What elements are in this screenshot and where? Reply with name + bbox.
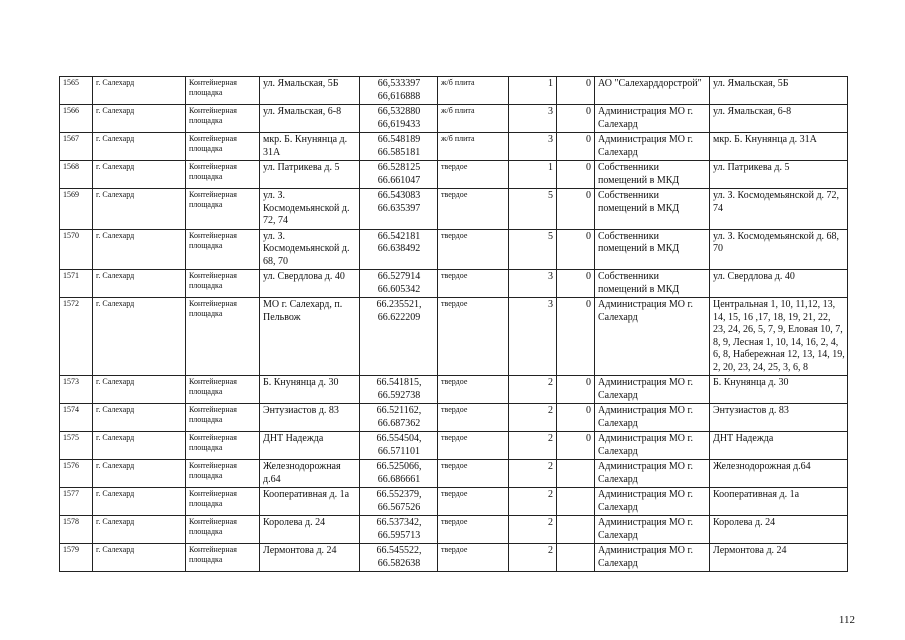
cell-site-type: Контейнерная площадка	[186, 189, 260, 230]
cell-surface: ж/б плита	[438, 105, 509, 133]
cell-site-type: Контейнерная площадка	[186, 432, 260, 460]
cell-served-objects: Лермонтова д. 24	[710, 544, 848, 572]
cell-coordinates	[360, 133, 438, 161]
cell-container-count: 3	[509, 270, 557, 298]
cell-city: г. Салехард	[93, 376, 186, 404]
cell-owner: Администрация МО г. Салехард	[595, 432, 710, 460]
document-page	[59, 76, 847, 572]
cell-extra-count: 0	[557, 298, 595, 376]
cell-number: 1565	[60, 77, 93, 105]
cell-surface: твердое	[438, 432, 509, 460]
cell-address: ДНТ Надежда	[260, 432, 360, 460]
cell-number: 1573	[60, 376, 93, 404]
longitude-value: 66.687362	[377, 417, 421, 429]
table-row	[60, 404, 848, 432]
longitude-value: 66.571101	[377, 445, 421, 457]
latitude-value: 66.542181	[377, 230, 421, 242]
cell-extra-count: 0	[557, 376, 595, 404]
cell-extra-count: 0	[557, 105, 595, 133]
cell-coordinates	[360, 404, 438, 432]
cell-address: ул. Ямальская, 5Б	[260, 77, 360, 105]
longitude-value: 66.595713	[377, 529, 421, 541]
longitude-value: 66.622209	[377, 311, 421, 323]
cell-coordinates	[360, 432, 438, 460]
cell-extra-count	[557, 544, 595, 572]
table-row	[60, 460, 848, 488]
longitude-value: 66,616888	[377, 90, 421, 102]
cell-owner: Собственники помещений в МКД	[595, 189, 710, 230]
table-row	[60, 229, 848, 270]
cell-extra-count: 0	[557, 133, 595, 161]
cell-served-objects: Королева д. 24	[710, 516, 848, 544]
cell-address: ул. Ямальская, 6-8	[260, 105, 360, 133]
cell-number: 1572	[60, 298, 93, 376]
table-row	[60, 189, 848, 230]
cell-owner: АО "Салехарддорстрой"	[595, 77, 710, 105]
latitude-value: 66.541815,	[376, 377, 422, 388]
cell-coordinates	[360, 105, 438, 133]
cell-number: 1577	[60, 488, 93, 516]
cell-number: 1576	[60, 460, 93, 488]
cell-container-count: 2	[509, 432, 557, 460]
cell-site-type: Контейнерная площадка	[186, 298, 260, 376]
table-row	[60, 105, 848, 133]
cell-address: Б. Кнунянца д. 30	[260, 376, 360, 404]
cell-extra-count	[557, 488, 595, 516]
cell-site-type: Контейнерная площадка	[186, 376, 260, 404]
cell-owner: Администрация МО г. Салехард	[595, 404, 710, 432]
cell-address: Лермонтова д. 24	[260, 544, 360, 572]
cell-surface: твердое	[438, 270, 509, 298]
cell-address: ул. З. Космодемьянской д. 72, 74	[260, 189, 360, 230]
container-sites-table	[59, 76, 848, 572]
cell-coordinates	[360, 488, 438, 516]
cell-address: МО г. Салехард, п. Пельвож	[260, 298, 360, 376]
cell-city: г. Салехард	[93, 77, 186, 105]
table-row	[60, 270, 848, 298]
page-number: 112	[838, 614, 855, 626]
cell-city: г. Салехард	[93, 298, 186, 376]
cell-coordinates	[360, 460, 438, 488]
cell-owner: Администрация МО г. Салехард	[595, 516, 710, 544]
cell-surface: твердое	[438, 298, 509, 376]
cell-address: ул. З. Космодемьянской д. 68, 70	[260, 229, 360, 270]
cell-coordinates	[360, 516, 438, 544]
latitude-value: 66.527914	[377, 271, 421, 282]
cell-number: 1569	[60, 189, 93, 230]
cell-coordinates	[360, 270, 438, 298]
table-row	[60, 516, 848, 544]
cell-served-objects: Кооперативная д. 1а	[710, 488, 848, 516]
cell-owner: Собственники помещений в МКД	[595, 161, 710, 189]
cell-owner: Администрация МО г. Салехард	[595, 298, 710, 376]
longitude-value: 66.585181	[377, 146, 421, 158]
cell-city: г. Салехард	[93, 270, 186, 298]
table-row	[60, 432, 848, 460]
cell-served-objects: ДНТ Надежда	[710, 432, 848, 460]
cell-number: 1579	[60, 544, 93, 572]
cell-number: 1578	[60, 516, 93, 544]
cell-site-type: Контейнерная площадка	[186, 77, 260, 105]
cell-container-count: 1	[509, 77, 557, 105]
latitude-value: 66,532880	[377, 106, 421, 117]
cell-served-objects: ул. Ямальская, 5Б	[710, 77, 848, 105]
cell-extra-count: 0	[557, 229, 595, 270]
cell-city: г. Салехард	[93, 516, 186, 544]
table-row	[60, 133, 848, 161]
cell-container-count: 3	[509, 133, 557, 161]
cell-site-type: Контейнерная площадка	[186, 229, 260, 270]
latitude-value: 66.521162,	[376, 405, 422, 416]
latitude-value: 66.543083	[377, 190, 421, 201]
cell-coordinates	[360, 298, 438, 376]
latitude-value: 66.545522,	[376, 545, 422, 556]
cell-owner: Администрация МО г. Салехард	[595, 488, 710, 516]
cell-city: г. Салехард	[93, 189, 186, 230]
cell-city: г. Салехард	[93, 488, 186, 516]
longitude-value: 66.605342	[377, 283, 421, 295]
cell-surface: твердое	[438, 516, 509, 544]
cell-surface: твердое	[438, 376, 509, 404]
longitude-value: 66.638492	[377, 243, 421, 254]
cell-city: г. Салехард	[93, 432, 186, 460]
cell-surface: ж/б плита	[438, 133, 509, 161]
cell-address: Энтузиастов д. 83	[260, 404, 360, 432]
cell-container-count: 2	[509, 376, 557, 404]
cell-served-objects: мкр. Б. Кнунянца д. 31А	[710, 133, 848, 161]
longitude-value: 66.635397	[377, 202, 421, 214]
cell-served-objects: ул. З. Космодемьянской д. 72, 74	[710, 189, 848, 230]
cell-city: г. Салехард	[93, 544, 186, 572]
cell-container-count: 3	[509, 105, 557, 133]
cell-surface: твердое	[438, 544, 509, 572]
cell-site-type: Контейнерная площадка	[186, 161, 260, 189]
cell-served-objects: ул. З. Космодемьянской д. 68, 70	[710, 229, 848, 270]
cell-site-type: Контейнерная площадка	[186, 460, 260, 488]
cell-extra-count: 0	[557, 161, 595, 189]
cell-city: г. Салехард	[93, 161, 186, 189]
cell-container-count: 2	[509, 544, 557, 572]
cell-container-count: 2	[509, 516, 557, 544]
cell-owner: Администрация МО г. Салехард	[595, 544, 710, 572]
cell-coordinates	[360, 77, 438, 105]
table-row	[60, 298, 848, 376]
cell-number: 1568	[60, 161, 93, 189]
cell-owner: Администрация МО г. Салехард	[595, 376, 710, 404]
cell-address: Кооперативная д. 1а	[260, 488, 360, 516]
cell-container-count: 2	[509, 460, 557, 488]
cell-surface: твердое	[438, 460, 509, 488]
cell-site-type: Контейнерная площадка	[186, 516, 260, 544]
longitude-value: 66.661047	[377, 174, 421, 186]
table-row	[60, 376, 848, 404]
cell-site-type: Контейнерная площадка	[186, 105, 260, 133]
cell-served-objects: ул. Патрикева д. 5	[710, 161, 848, 189]
cell-container-count: 3	[509, 298, 557, 376]
cell-extra-count	[557, 516, 595, 544]
cell-site-type: Контейнерная площадка	[186, 133, 260, 161]
cell-city: г. Салехард	[93, 133, 186, 161]
longitude-value: 66.582638	[377, 557, 421, 569]
cell-container-count: 2	[509, 488, 557, 516]
cell-site-type: Контейнерная площадка	[186, 544, 260, 572]
latitude-value: 66.537342,	[376, 517, 422, 528]
latitude-value: 66.525066,	[376, 461, 422, 472]
cell-served-objects: ул. Ямальская, 6-8	[710, 105, 848, 133]
table-row	[60, 488, 848, 516]
table-row	[60, 161, 848, 189]
cell-surface: твердое	[438, 488, 509, 516]
cell-city: г. Салехард	[93, 229, 186, 270]
cell-number: 1570	[60, 229, 93, 270]
longitude-value: 66,619433	[377, 118, 421, 130]
cell-site-type: Контейнерная площадка	[186, 270, 260, 298]
cell-extra-count: 0	[557, 432, 595, 460]
cell-address: мкр. Б. Кнунянца д. 31А	[260, 133, 360, 161]
cell-number: 1571	[60, 270, 93, 298]
cell-extra-count: 0	[557, 189, 595, 230]
cell-surface: твердое	[438, 161, 509, 189]
cell-surface: ж/б плита	[438, 77, 509, 105]
cell-owner: Администрация МО г. Салехард	[595, 105, 710, 133]
cell-owner: Администрация МО г. Салехард	[595, 460, 710, 488]
cell-surface: твердое	[438, 189, 509, 230]
cell-city: г. Салехард	[93, 404, 186, 432]
cell-extra-count: 0	[557, 270, 595, 298]
cell-coordinates	[360, 189, 438, 230]
cell-owner: Администрация МО г. Салехард	[595, 133, 710, 161]
cell-container-count: 5	[509, 189, 557, 230]
cell-address: ул. Свердлова д. 40	[260, 270, 360, 298]
cell-number: 1574	[60, 404, 93, 432]
cell-site-type: Контейнерная площадка	[186, 404, 260, 432]
table-row	[60, 77, 848, 105]
cell-extra-count: 0	[557, 77, 595, 105]
cell-surface: твердое	[438, 404, 509, 432]
cell-served-objects: Б. Кнунянца д. 30	[710, 376, 848, 404]
cell-coordinates	[360, 544, 438, 572]
cell-served-objects: ул. Свердлова д. 40	[710, 270, 848, 298]
latitude-value: 66.548189	[377, 134, 421, 145]
latitude-value: 66,533397	[377, 78, 421, 89]
longitude-value: 66.592738	[377, 389, 421, 401]
cell-city: г. Салехард	[93, 105, 186, 133]
cell-surface: твердое	[438, 229, 509, 270]
cell-container-count: 1	[509, 161, 557, 189]
cell-address: Королева д. 24	[260, 516, 360, 544]
cell-container-count: 2	[509, 404, 557, 432]
cell-number: 1567	[60, 133, 93, 161]
cell-city: г. Салехард	[93, 460, 186, 488]
cell-address: ул. Патрикева д. 5	[260, 161, 360, 189]
cell-owner: Собственники помещений в МКД	[595, 229, 710, 270]
cell-site-type: Контейнерная площадка	[186, 488, 260, 516]
cell-address: Железнодорожная д.64	[260, 460, 360, 488]
table-row	[60, 544, 848, 572]
latitude-value: 66.552379,	[376, 489, 422, 500]
latitude-value: 66.235521,	[376, 299, 422, 310]
cell-number: 1566	[60, 105, 93, 133]
longitude-value: 66.567526	[377, 501, 421, 513]
cell-served-objects: Железнодорожная д.64	[710, 460, 848, 488]
latitude-value: 66.554504,	[376, 433, 422, 444]
cell-owner: Собственники помещений в МКД	[595, 270, 710, 298]
latitude-value: 66.528125	[377, 162, 421, 173]
cell-coordinates	[360, 161, 438, 189]
cell-container-count: 5	[509, 229, 557, 270]
cell-number: 1575	[60, 432, 93, 460]
cell-extra-count	[557, 460, 595, 488]
longitude-value: 66.686661	[377, 473, 421, 485]
cell-coordinates	[360, 376, 438, 404]
cell-extra-count: 0	[557, 404, 595, 432]
cell-served-objects: Энтузиастов д. 83	[710, 404, 848, 432]
cell-served-objects: Центральная 1, 10, 11,12, 13, 14, 15, 16 ,17, 18, 19, 21, 22, 23, 24, 26, 5, 7, 9, Еловая 10, 7, 8, 9, Лесная 1, 10, 14, 16, 2, 4, 6, 8, Набережная 12, 13, 14, 19, 2, 20, 23, 24, 25, 3, 6, 8	[710, 298, 848, 376]
cell-coordinates	[360, 229, 438, 270]
